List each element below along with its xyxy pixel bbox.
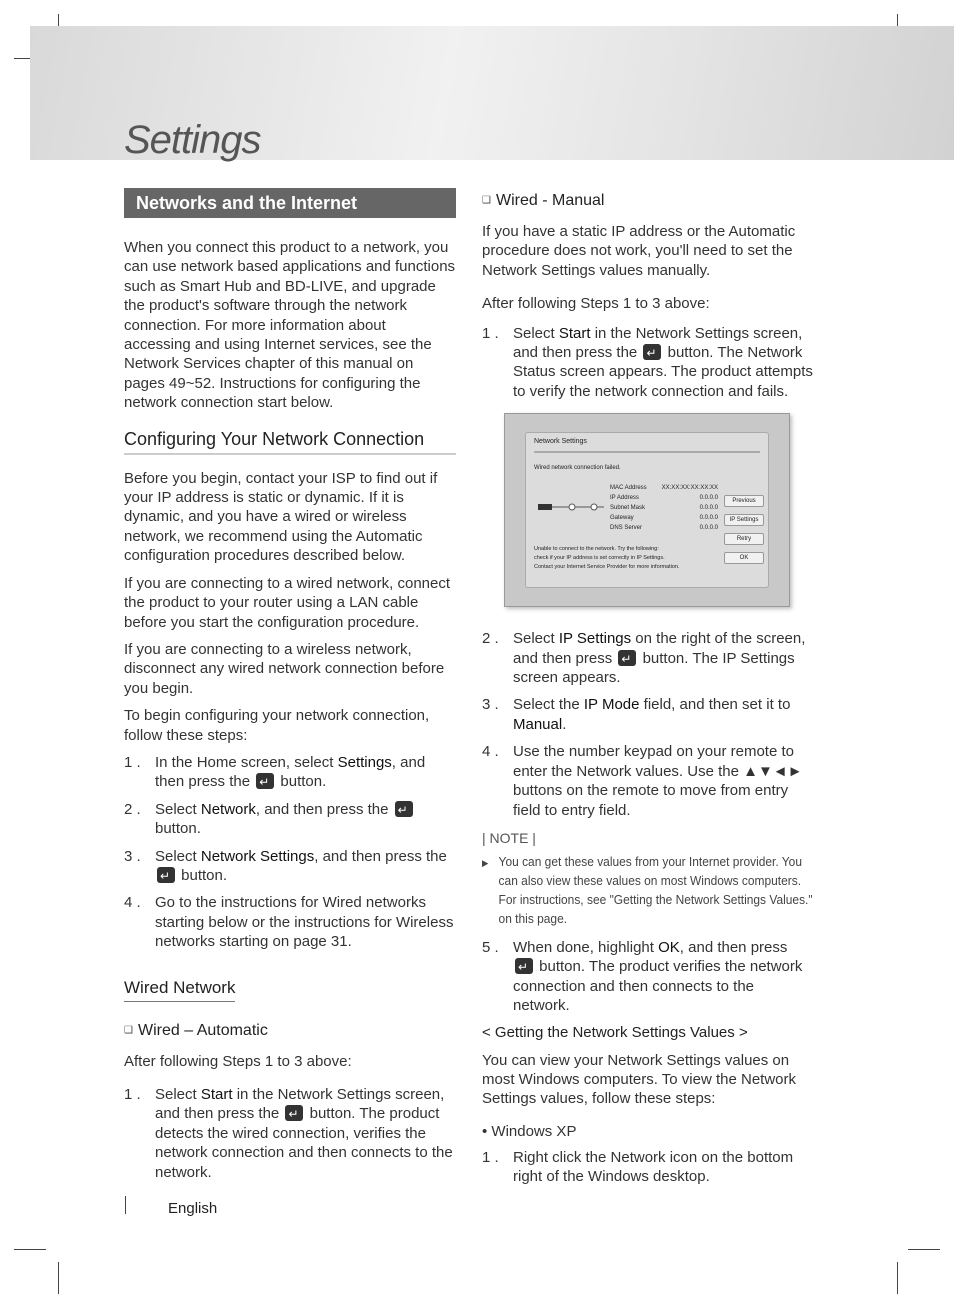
section-title: Networks and the Internet [124, 188, 456, 218]
step-item [124, 800, 456, 839]
step-emphasis: Network Settings [200, 847, 315, 865]
network-settings-dialog [525, 432, 769, 588]
table-row [610, 503, 718, 513]
dialog-tabs [534, 451, 760, 453]
windows-xp-bullet: • Windows XP [482, 1122, 577, 1140]
step-emphasis: Start [558, 324, 591, 342]
step-text: Select the [513, 696, 584, 714]
after-steps-text: After following Steps 1 to 3 above: [482, 295, 710, 313]
step-item [482, 695, 814, 734]
triangle-bullet-icon: ▶ [482, 857, 489, 868]
step-text: button. The product detects the wired connection, verifies the network connection and then connects to the network. [155, 1105, 453, 1181]
enter-button-icon [643, 344, 661, 360]
wired-network-heading: Wired Network [124, 978, 235, 1002]
step-text: button. The Network Status screen appears. The product attempts to verify the network connection and fails. [513, 344, 813, 400]
row-value: 0.0.0.0 [699, 505, 718, 512]
step-emphasis: Settings [337, 753, 392, 771]
dialog-message: Wired network connection failed. [534, 465, 621, 472]
intro-paragraph: When you connect this product to a network, you can use network based applications and functions such as Smart Hub and BD-LIVE, and upgrade the product's software through the network connection. For more information about accessing and using Internet services, see the Network Services chapter of this manual on pages 49~52. Instructions for configuring the network connection start below. [124, 239, 456, 412]
help-line: Unable to connect to the network. Try the following: [534, 546, 659, 553]
step-item [124, 893, 456, 951]
crop-mark [897, 1262, 898, 1294]
step-number: 3 . [124, 847, 141, 865]
step-item [124, 847, 456, 886]
manual-intro: If you have a static IP address or the Automatic procedure does not work, you'll need to set the Network Settings values manually. [482, 223, 796, 279]
network-cable-icon [538, 503, 608, 511]
step-text: on the right of the screen, and then press [513, 630, 806, 667]
note-item [482, 852, 813, 928]
config-paragraph: Before you begin, contact your ISP to find out if your IP address is static or dynamic. If it is dynamic, and you have a wired or wireless network, we recommend using the Automatic configuration procedures described below. [124, 469, 438, 565]
step-text: in the Network Settings screen, and then press the [155, 1086, 445, 1123]
step-text: Right click the Network icon on the bottom right of the Windows desktop. [513, 1148, 794, 1186]
enter-button-icon [285, 1105, 303, 1121]
enter-button-icon [515, 958, 533, 974]
table-row [610, 493, 718, 503]
config-paragraph: If you are connecting to a wired network, connect the product to your router using a LAN cable before you start the configuration procedure. [124, 574, 451, 631]
config-paragraph: If you are connecting to a wireless network, disconnect any wired network connection before you begin. [124, 640, 445, 697]
step-text: Select [155, 847, 201, 865]
step-item [124, 753, 456, 792]
footer-divider [125, 1196, 126, 1214]
previous-button[interactable]: Previous [724, 495, 764, 507]
network-settings-screenshot [504, 413, 790, 607]
dialog-help-text [534, 545, 714, 572]
step-number: 1 . [482, 324, 499, 342]
enter-button-icon [618, 650, 636, 666]
row-label: Subnet Mask [610, 505, 646, 512]
step-text: , and then press the [255, 800, 393, 818]
ok-button[interactable]: OK [724, 552, 764, 564]
wired-automatic-heading [124, 1022, 456, 1040]
step-number: 4 . [482, 743, 499, 761]
getting-values-intro: You can view your Network Settings values on most Windows computers. To view the Network Settings values, follow these steps: [482, 1051, 796, 1108]
step-number: 2 . [482, 630, 499, 648]
step-text: button. [177, 866, 228, 884]
step-emphasis: Start [200, 1086, 233, 1103]
left-column [124, 188, 456, 1190]
step-emphasis: Network [200, 800, 256, 818]
right-column [482, 192, 814, 1195]
step-emphasis: IP Settings [558, 630, 632, 648]
retry-button[interactable]: Retry [724, 533, 764, 545]
ip-settings-button[interactable]: IP Settings [724, 514, 764, 526]
page-title: Settings [124, 118, 261, 162]
row-value: 0.0.0.0 [699, 495, 718, 502]
step-text: When done, highlight [513, 938, 659, 956]
table-row [610, 513, 718, 523]
step-text: , and then press the [314, 847, 447, 865]
row-label: DNS Server [610, 525, 643, 532]
step-text: Select [155, 1086, 201, 1103]
enter-button-icon [157, 867, 175, 883]
step-text: Go to the instructions for Wired networks starting below or the instructions for Wireless networks starting on page 31. [155, 894, 454, 951]
step-item [482, 1148, 814, 1187]
step-item [482, 324, 814, 402]
step-item [482, 938, 814, 1016]
step-text: , and then press the [155, 753, 426, 791]
crop-mark [14, 1249, 46, 1250]
wired-manual-heading [482, 192, 814, 210]
step-emphasis: OK [658, 938, 680, 956]
wired-automatic-label: Wired – Automatic [138, 1021, 268, 1039]
step-number: 4 . [124, 894, 141, 912]
note-text: You can get these values from your Internet provider. You can also view these values on most Windows computers. For instructions, see "Getting the Network Settings Values." on this page. [498, 853, 813, 926]
step-emphasis: Manual [513, 715, 563, 733]
step-text: field, and then set it to [639, 696, 791, 714]
step-number: 1 . [124, 1086, 141, 1103]
after-steps-text: After following Steps 1 to 3 above: [124, 1052, 352, 1070]
row-label: IP Address [610, 495, 639, 502]
crop-mark [58, 1262, 59, 1294]
network-values-table [610, 483, 718, 533]
help-line: Contact your Internet Service Provider for more information. [534, 564, 680, 571]
step-text: Select [155, 800, 201, 818]
step-text: in the Network Settings screen, and then press the [513, 324, 803, 362]
row-value: 0.0.0.0 [699, 525, 718, 532]
step-text: button. [155, 820, 201, 838]
help-line: check if your IP address is set correctly in IP Settings. [534, 555, 665, 562]
dialog-title: Network Settings [534, 438, 587, 446]
step-text: Use the number keypad on your remote to enter the Network values. Use the ▲▼◄► buttons on the remote to move from entry field to entry field. [513, 743, 803, 819]
getting-values-heading: < Getting the Network Settings Values > [482, 1023, 748, 1041]
table-row [610, 523, 718, 533]
step-number: 3 . [482, 696, 499, 714]
dialog-buttons [724, 495, 764, 571]
step-text: , and then press [679, 938, 788, 956]
footer-language: English [168, 1200, 218, 1217]
step-number: 1 . [482, 1148, 499, 1166]
step-text: In the Home screen, select [155, 753, 338, 771]
enter-button-icon [256, 773, 274, 789]
row-value: XX:XX:XX:XX:XX:XX [661, 485, 718, 492]
step-item [482, 742, 814, 820]
step-text: button. The IP Settings screen appears. [513, 649, 795, 687]
checkbox-square-icon: ❑ [482, 195, 491, 206]
step-text: button. The product verifies the network connection and then connects to the network. [513, 958, 803, 1015]
step-number: 2 . [124, 800, 141, 818]
note-label: | NOTE | [482, 829, 536, 846]
step-number: 1 . [124, 753, 141, 771]
enter-button-icon [395, 801, 413, 817]
step-number: 5 . [482, 938, 499, 956]
row-label: MAC Address [610, 485, 647, 492]
step-item [124, 1085, 456, 1182]
step-text: Select [513, 630, 559, 648]
step-item [482, 629, 814, 687]
row-value: 0.0.0.0 [699, 515, 718, 522]
row-label: Gateway [610, 515, 634, 522]
step-text: Select [513, 324, 559, 342]
config-heading: Configuring Your Network Connection [124, 429, 456, 455]
crop-mark [908, 1249, 940, 1250]
step-emphasis: IP Mode [583, 696, 640, 714]
step-text: . [562, 715, 567, 733]
config-paragraph: To begin configuring your network connection, follow these steps: [124, 707, 430, 744]
step-text: button. [276, 773, 327, 791]
wired-manual-label: Wired - Manual [496, 192, 605, 209]
table-row [610, 483, 718, 493]
checkbox-square-icon: ❑ [124, 1024, 133, 1036]
